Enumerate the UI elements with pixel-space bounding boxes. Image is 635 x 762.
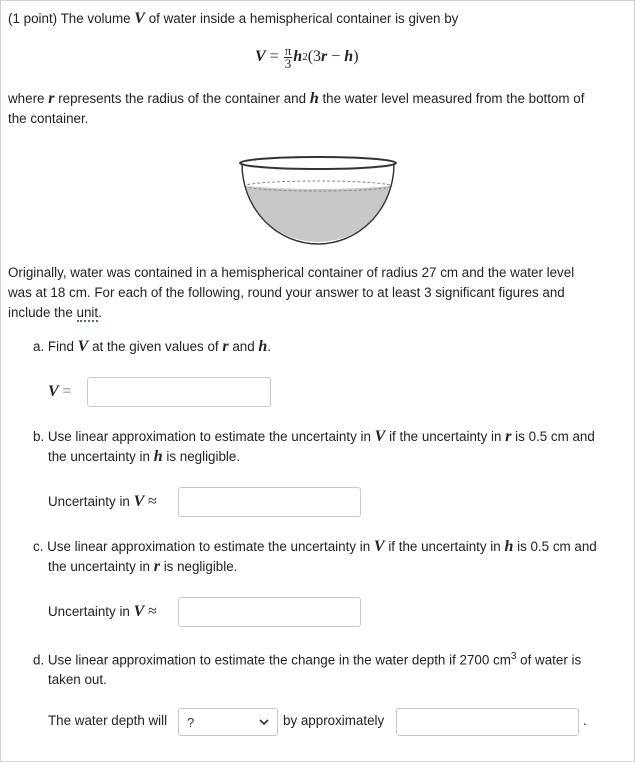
hemisphere-illustration [236,150,400,245]
var-r: r [505,428,512,445]
part-c-text-3: is 0.5 cm and [517,539,597,554]
select-value: ? [187,714,195,730]
part-a-text: a. Find [33,339,74,354]
fraction-denominator: 3 [284,55,292,71]
approx-sign: ≈ [148,493,157,510]
where-text-3: the water level measured from the bottom of [322,91,585,106]
chevron-down-icon [259,719,269,725]
formula-eq: = [269,48,279,65]
part-b-text: b. Use linear approximation to estimate the uncertainty in [33,429,371,444]
originally-line-3-period: . [98,305,102,320]
cubed-exponent: 3 [510,651,517,662]
where-text-2: represents the radius of the container and [58,91,307,106]
part-b-question [33,427,633,467]
part-d-answer-input[interactable] [396,708,579,736]
part-a-label [48,382,71,402]
var-h: h [153,448,163,465]
originally-line-3-text: include the [8,305,73,320]
unit-help-link[interactable]: unit [76,305,99,320]
water-depth-direction-select[interactable] [178,708,278,736]
part-b-label [48,492,157,512]
intro-text: (1 point) The volume [8,11,131,26]
uncertainty-label: Uncertainty in [48,604,130,619]
part-c-text: c. Use linear approximation to estimate the uncertainty in [33,539,371,554]
part-d-question [33,647,633,690]
where-line-1 [8,89,584,109]
volume-formula [255,40,359,74]
part-d-text-2: of water is [520,652,582,668]
var-r: r [153,558,160,575]
formula-exponent: 2 [302,51,308,63]
approx-sign: ≈ [148,603,157,620]
originally-line-3 [8,303,628,323]
formula-lhs: V [255,48,266,65]
formula-fraction [284,42,293,71]
var-V: V [77,338,89,355]
uncertainty-label: Uncertainty in [48,494,130,509]
formula-paren-close: ) [353,48,359,65]
intro-line [8,9,458,29]
part-c-question [33,537,633,577]
water-fill [245,186,391,242]
var-V: V [374,428,386,445]
originally-line-1: Originally, water was contained in a hemispherical container of radius 27 cm and the water level [8,265,575,280]
part-a-question [33,337,271,357]
formula-minus: − [327,48,345,65]
var-V: V [373,538,385,555]
part-b-text-3: is 0.5 cm and [515,429,595,444]
formula-h: h [293,48,303,65]
where-text: where [8,91,45,106]
formula-paren-open: (3 [307,48,322,65]
part-d-label: The water depth will [48,713,168,728]
var-r: r [222,338,229,355]
intro-text-2: of water inside a hemispherical container is given by [148,11,459,26]
part-c-line-2-suffix: is negligible. [163,559,238,574]
part-a-text-3: and [232,339,255,354]
formula-r: r [321,48,328,65]
part-b-text-2: if the uncertainty in [389,429,502,444]
part-d-line-2: taken out. [48,672,107,688]
part-b-line-2-suffix: is negligible. [166,449,241,464]
originally-paragraph [8,263,628,323]
part-b-answer-input[interactable] [178,487,361,517]
where-line-2: the container. [8,111,89,126]
formula-h2: h [344,48,354,65]
var-V: V [48,383,59,400]
equals-sign: = [62,383,72,400]
originally-line-2: was at 18 cm. For each of the following, round your answer to at least 3 significant figures and [8,285,565,300]
var-V: V [133,603,145,620]
part-c-label [48,602,157,622]
part-d-text: d. Use linear approximation to estimate the change in the water depth if 2700 cm [33,652,511,668]
part-c-text-2: if the uncertainty in [388,539,501,554]
part-a-text-2: at the given values of [92,339,219,354]
part-c-answer-input[interactable] [178,597,361,627]
part-b-line-2: the uncertainty in [48,449,150,464]
part-c-line-2: the uncertainty in [48,559,150,574]
var-r: r [48,90,55,107]
var-h: h [258,338,268,355]
var-h: h [504,538,514,555]
var-h: h [309,90,319,107]
fraction-numerator: π [284,42,292,58]
part-a-period: . [267,339,272,354]
part-d-period: . [583,713,587,728]
var-V: V [133,493,145,510]
part-a-answer-input[interactable] [87,377,271,407]
var-V: V [134,10,145,27]
by-approximately-label: by approximately [283,713,385,728]
